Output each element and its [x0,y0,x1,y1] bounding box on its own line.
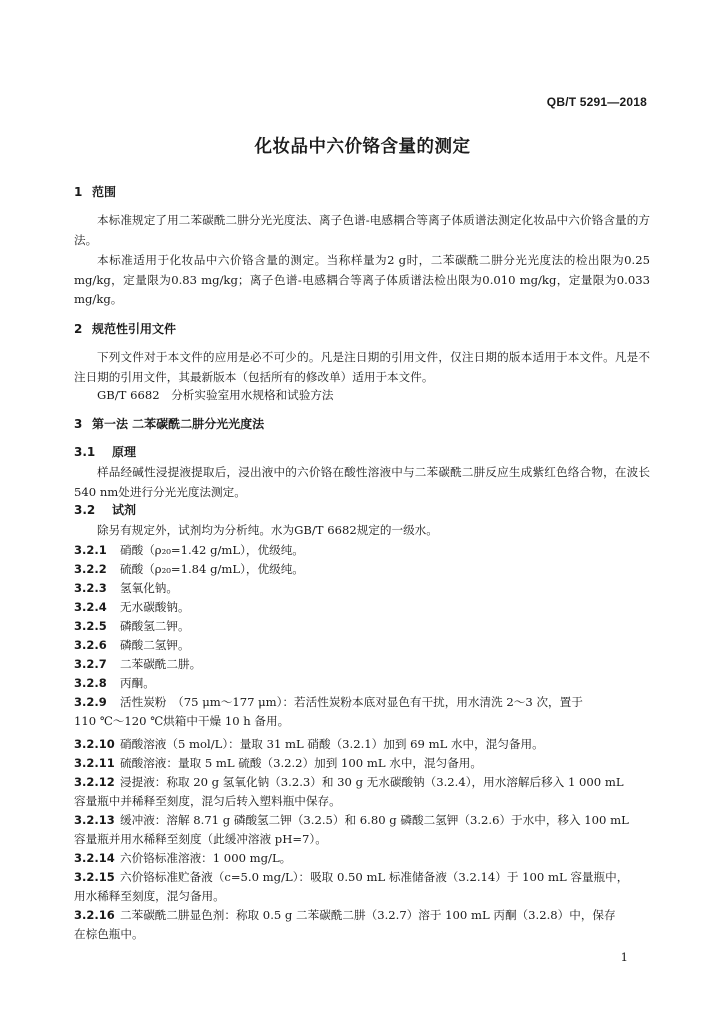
list-item: 3.2.9 活性炭粉 （75 μm～177 μm）：若活性炭粉本底对显色有干扰，用水清洗 2～3 次，置于 [74,695,583,709]
list-item: 3.2.14 六价铬标准溶液：1 000 mg/L。 [74,851,292,865]
page-number: 1 [620,950,628,964]
list-item-continuation: 用水稀释至刻度，混匀备用。 [74,889,225,903]
page-title: 化妆品中六价铬含量的测定 [254,137,471,157]
section-3-2-heading: 3.2 试剂 [74,503,137,517]
list-item-continuation: 容量瓶中并稀释至刻度，混匀后转入塑料瓶中保存。 [74,794,341,808]
list-item-continuation: 容量瓶并用水稀释至刻度（此缓冲溶液 pH=7）。 [74,832,327,846]
list-item-continuation: 在棕色瓶中。 [74,927,144,941]
section-2-reference: GB/T 6682 分析实验室用水规格和试验方法 [97,388,334,402]
section-3-1-heading: 3.1 原理 [74,445,137,459]
list-item: 3.2.13 缓冲液：溶解 8.71 g 磷酸氢二钾（3.2.5）和 6.80 g 磷酸二氢钾（3.2.6）于水中，移入 100 mL [74,813,629,827]
list-item: 3.2.8 丙酮。 [74,676,155,690]
list-item: 3.2.3 氢氧化钠。 [74,581,178,595]
section-1-para-1: 本标准规定了用二苯碳酰二肼分光光度法、离子色谱-电感耦合等离子体质谱法测定化妆品中六价铬含量的方法。 [74,213,650,247]
list-item: 3.2.16 二苯碳酰二肼显色剂：称取 0.5 g 二苯碳酰二肼（3.2.7）溶于 100 mL 丙酮（3.2.8）中，保存 [74,908,616,922]
section-3-1-para: 样品经碱性浸提液提取后，浸出液中的六价铬在酸性溶液中与二苯碳酰二肼反应生成紫红色络合物，在波长540 nm处进行分光光度法测定。 [74,465,650,499]
list-item: 3.2.6 磷酸二氢钾。 [74,638,190,652]
section-1-para-2: 本标准适用于化妆品中六价铬含量的测定。当称样量为2 g时，二苯碳酰二肼分光光度法的检出限为0.25 mg/kg，定量限为0.83 mg/kg；离子色谱-电感耦合等离子体质谱法检出限为0.010 mg/kg，定量限为0.033 mg/kg。 [74,253,650,306]
section-1-heading: 1 范围 [74,185,117,199]
list-item: 3.2.2 硫酸（ρ₂₀=1.84 g/mL），优级纯。 [74,562,304,576]
section-2-para-1: 下列文件对于本文件的应用是必不可少的。凡是注日期的引用文件，仅注日期的版本适用于本文件。凡是不注日期的引用文件，其最新版本（包括所有的修改单）适用于本文件。 [74,350,650,384]
list-item: 3.2.5 磷酸氢二钾。 [74,619,190,633]
section-3-2-para: 除另有规定外，试剂均为分析纯。水为GB/T 6682规定的一级水。 [97,523,438,537]
list-item-continuation: 110 ℃～120 ℃烘箱中干燥 10 h 备用。 [74,714,290,728]
section-3-heading: 3 第一法 二苯碳酰二肼分光光度法 [74,417,265,431]
standard-code: QB/T 5291—2018 [546,95,647,109]
list-item: 3.2.12 浸提液：称取 20 g 氢氧化钠（3.2.3）和 30 g 无水碳酸钠（3.2.4），用水溶解后移入 1 000 mL [74,775,624,789]
list-item: 3.2.10 硝酸溶液（5 mol/L）：量取 31 mL 硝酸（3.2.1）加到 69 mL 水中，混匀备用。 [74,737,544,751]
list-item: 3.2.4 无水碳酸钠。 [74,600,190,614]
list-item: 3.2.15 六价铬标准贮备液（c=5.0 mg/L）：吸取 0.50 mL 标准储备液（3.2.14）于 100 mL 容量瓶中， [74,870,629,884]
list-item: 3.2.7 二苯碳酰二肼。 [74,657,202,671]
section-2-heading: 2 规范性引用文件 [74,322,177,336]
list-item: 3.2.1 硝酸（ρ₂₀=1.42 g/mL），优级纯。 [74,543,304,557]
list-item: 3.2.11 硫酸溶液：量取 5 mL 硫酸（3.2.2）加到 100 mL 水中，混匀备用。 [74,756,482,770]
